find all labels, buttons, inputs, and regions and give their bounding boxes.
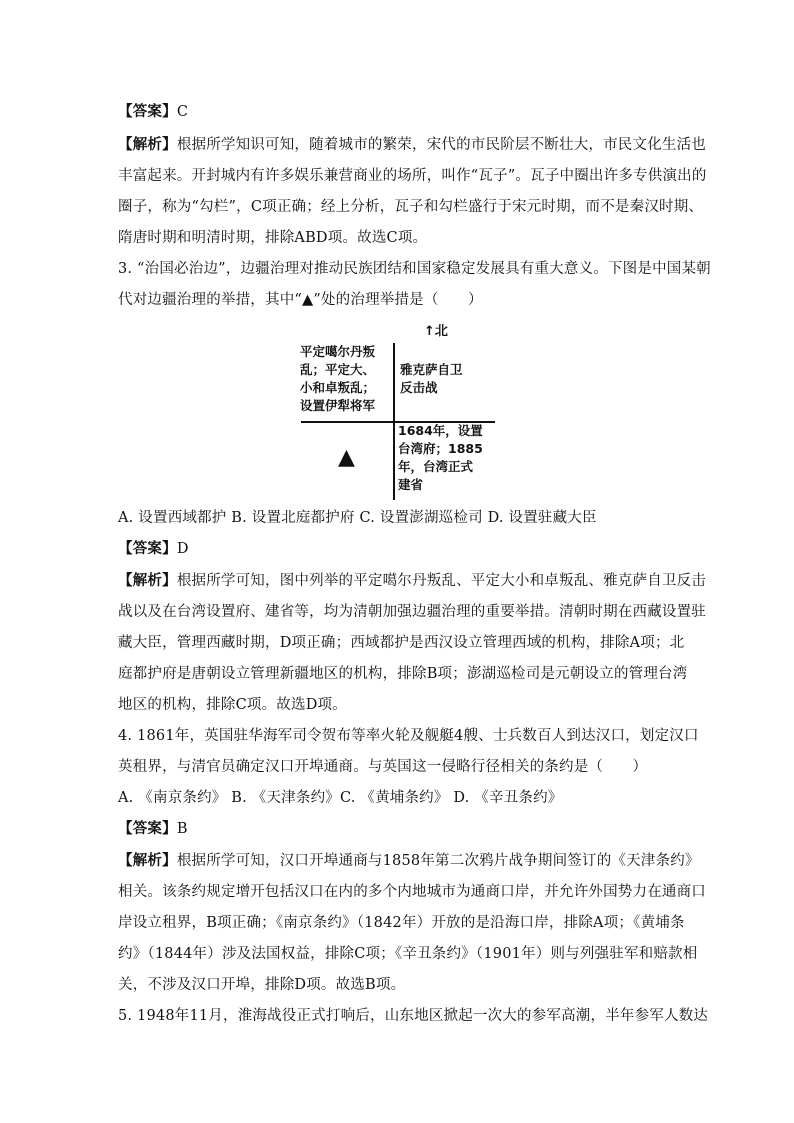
question-3-line: 代对边疆治理的举措，其中“▲”处的治理举措是（ ）: [118, 292, 483, 308]
answer-value: B: [176, 821, 188, 837]
analysis-text: 根据所学知识可知，随着城市的繁荣，宋代的市民阶层不断壮大，市民文化生活也: [176, 137, 707, 153]
quadrant-text: 乱；平定大、: [300, 362, 376, 377]
answer-label: 【答案】: [118, 103, 177, 120]
analysis-label: 【解析】: [118, 136, 177, 153]
analysis-line: [118, 571, 707, 591]
text-line: 战以及在台湾设置府、建省等，均为清朝加强边疆治理的重要举措。清朝时期在西藏设置驻: [118, 604, 706, 620]
quadrant-text: 雅克萨自卫: [400, 362, 463, 377]
text-line: 丰富起来。开封城内有许多娱乐兼营商业的场所，叫作“瓦子”。瓦子中圈出许多专供演出的: [118, 168, 707, 184]
text-line: 圈子，称为“勾栏”，C项正确；经上分析，瓦子和勾栏盛行于宋元时期，而不是秦汉时期、: [118, 199, 704, 215]
answer-value: C: [176, 104, 189, 120]
answer-line: [118, 819, 678, 839]
answer-value: D: [176, 541, 189, 557]
answer-label: 【答案】: [118, 820, 177, 837]
text-line: 地区的机构，排除C项。故选D项。: [118, 697, 347, 713]
quadrant-text: 平定噶尔丹叛: [300, 344, 376, 359]
options-line: A. 设置西域都护 B. 设置北庭都护府 C. 设置澎湖巡检司 D. 设置驻藏大臣: [118, 510, 597, 526]
options-line: A. 《南京条约》 B. 《天津条约》C. 《黄埔条约》 D. 《辛丑条约》: [118, 790, 563, 806]
quadrant-northwest: [300, 343, 375, 415]
analysis-line: [118, 135, 707, 155]
text-line: 庭都护府是唐朝设立管理新疆地区的机构，排除B项；澎湖巡检司是元朝设立的管理台湾: [118, 666, 688, 682]
quadrant-text: 1684年，设置: [398, 423, 483, 438]
analysis-line: [118, 851, 700, 871]
quadrant-southeast: [398, 422, 483, 494]
text-line: 约》（1844年）涉及法国权益，排除C项；《辛丑条约》（1901年）则与列强驻军和赔款相: [118, 946, 698, 962]
quadrant-text: 小和卓叛乱；: [300, 380, 376, 395]
answer-label: 【答案】: [118, 540, 177, 557]
quadrant-text: 台湾府；1885: [398, 441, 483, 456]
answer-line: [118, 102, 678, 122]
answer-line: [118, 539, 678, 559]
quadrant-text: 建省: [398, 477, 424, 492]
quadrant-text: 年，台湾正式: [398, 459, 474, 474]
quadrant-text: 设置伊犁将军: [300, 398, 376, 413]
question-4-line: 英租界，与清官员确定汉口开埠通商。与英国这一侵略行径相关的条约是（ ）: [118, 759, 648, 775]
text-line: 藏大臣，管理西藏时期，D项正确；西域都护是西汉设立管理西域的机构，排除A项；北: [118, 635, 685, 651]
question-4-line: 4. 1861年，英国驻华海军司令贺布等率火轮及舰艇4艘、士兵数百人到达汉口，划定汉口: [118, 728, 699, 744]
text-line: 关，不涉及汉口开埠，排除D项。故选B项。: [118, 977, 406, 993]
quadrant-northeast: [400, 361, 463, 397]
analysis-label: 【解析】: [118, 852, 177, 869]
analysis-text: 根据所学可知，图中列举的平定噶尔丹叛乱、平定大小和卓叛乱、雅克萨自卫反击: [176, 573, 707, 589]
text-line: 隋唐时期和明清时期，排除ABD项。故选C项。: [118, 230, 428, 246]
analysis-label: 【解析】: [118, 572, 177, 589]
border-governance-diagram: [298, 318, 508, 500]
question-3-line: 3. “治国必治边”，边疆治理对推动民族团结和国家稳定发展具有重大意义。下图是中国某朝: [118, 261, 711, 277]
quadrant-text: 反击战: [400, 380, 438, 395]
question-5-line: 5. 1948年11月，淮海战役正式打响后，山东地区掀起一次大的参军高潮，半年参军人数达: [118, 1008, 709, 1024]
analysis-text: 根据所学可知，汉口开埠通商与1858年第二次鸦片战争期间签订的《天津条约》: [176, 853, 700, 869]
text-line: 岸设立租界，B项正确；《南京条约》（1842年）开放的是沿海口岸，排除A项；《黄埔条: [118, 915, 685, 931]
triangle-marker: ▲: [338, 445, 355, 470]
north-arrow-label: ↑北: [424, 324, 448, 339]
text-line: 相关。该条约规定增开包括汉口在内的多个内地城市为通商口岸，并允许外国势力在通商口: [118, 884, 706, 900]
